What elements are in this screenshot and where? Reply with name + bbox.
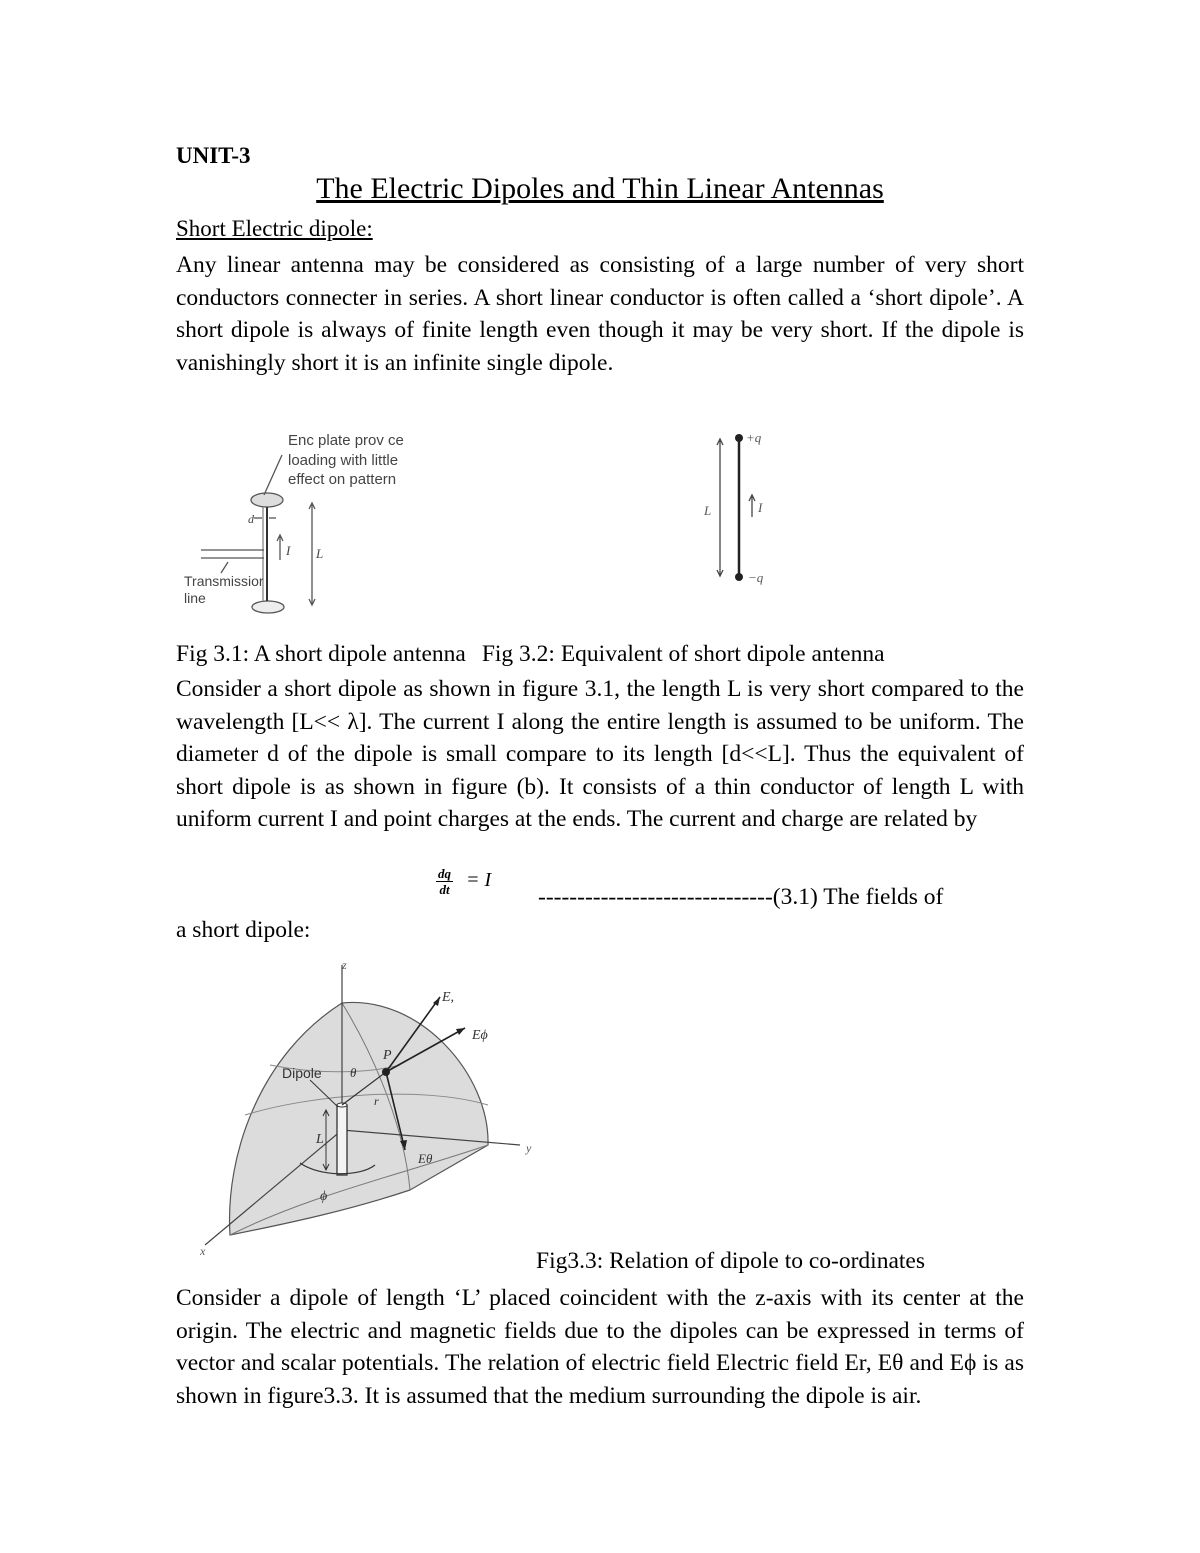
- transmission-label-1: Transmissior: [184, 573, 264, 589]
- fig3-caption: Fig3.3: Relation of dipole to co-ordinates: [536, 1248, 925, 1274]
- fig-captions-row: [176, 641, 885, 668]
- annotation-line-1: Enc plate prov ce: [288, 432, 404, 449]
- transmission-label-2: line: [184, 590, 206, 606]
- equation-fraction: [436, 866, 453, 897]
- y-label: y: [526, 1141, 532, 1155]
- minus-q-label: −q: [748, 570, 764, 585]
- top-end-plate: [251, 493, 283, 507]
- fig2-caption: Fig 3.2: Equivalent of short dipole antenna: [481, 641, 885, 667]
- ephi-label: Eϕ: [472, 1028, 488, 1043]
- d-label: d: [248, 512, 254, 526]
- er-label: E,: [442, 990, 455, 1005]
- etheta-label: Eθ: [418, 1151, 433, 1166]
- equation-continuation: a short dipole:: [176, 917, 311, 943]
- equation-rhs: = I: [466, 869, 492, 891]
- fig-short-dipole-antenna: [176, 425, 446, 625]
- fig-dipole-coordinates: [190, 955, 550, 1265]
- dipole-label: Dipole: [282, 1065, 322, 1081]
- equivalent-current-label: I: [758, 500, 763, 515]
- phi-label: ϕ: [320, 1189, 328, 1204]
- z-label: z: [342, 958, 347, 972]
- section-heading: Short Electric dipole:: [176, 216, 373, 241]
- annotation-line-2: loading with little: [288, 452, 399, 469]
- bottom-end-plate: [252, 601, 284, 613]
- dipole-cylinder: [337, 1105, 347, 1175]
- equation-numerator: dq: [438, 866, 451, 881]
- annotation-line-3: effect on pattern: [288, 471, 397, 488]
- r-label: r: [374, 1094, 379, 1108]
- fig1-caption: Fig 3.1: A short dipole antenna: [176, 641, 466, 667]
- negative-charge: [735, 573, 743, 581]
- length-label: L: [316, 546, 324, 561]
- theta-label: θ: [350, 1065, 357, 1080]
- equivalent-length-label: L: [704, 503, 712, 518]
- x-label: x: [200, 1244, 206, 1258]
- short-dipole-paragraph: Consider a short dipole as shown in figure 3.1, the length L is very short compared to the wavelength [L<< λ]. The current I along the entire length is assumed to be uniform. The diameter d of the dipole is small compare to its length [d<<L]. Thus the equivalent of short dipole is as shown in figure (b). It consists of a thin conductor of length L with uniform current I and point charges at the ends. The current and charge are related by: [176, 676, 1024, 832]
- fields-paragraph: Consider a dipole of length ‘L’ placed coincident with the z-axis with its center at the origin. The electric and magnetic fields due to the dipoles can be expressed in terms of vector and scalar potentials. The relation of electric field Electric field Er, Eθ and Eϕ is as shown in figure3.3. It is assumed that the medium surrounding the dipole is air.: [176, 1285, 1024, 1409]
- current-label: I: [286, 543, 291, 558]
- intro-paragraph: Any linear antenna may be considered as consisting of a large number of very short conductors connecter in series. A short linear conductor is often called a ‘short dipole’. A short dipole is always of finite length even though it may be very short. If the dipole is vanishingly short it is an infinite single dipole.: [176, 252, 1024, 376]
- positive-charge: [735, 434, 743, 442]
- l-label: L: [316, 1132, 324, 1147]
- plus-q-label: +q: [746, 430, 762, 445]
- fig-equivalent-dipole: [700, 425, 790, 595]
- equation-number-line: ------------------------------(3.1) The fields of: [538, 884, 944, 910]
- unit-label: UNIT-3: [176, 143, 251, 168]
- equation-denominator: dt: [439, 882, 450, 897]
- annotation-leader: [264, 455, 282, 495]
- page-title: The Electric Dipoles and Thin Linear Antennas: [316, 172, 884, 205]
- p-label: P: [383, 1048, 392, 1063]
